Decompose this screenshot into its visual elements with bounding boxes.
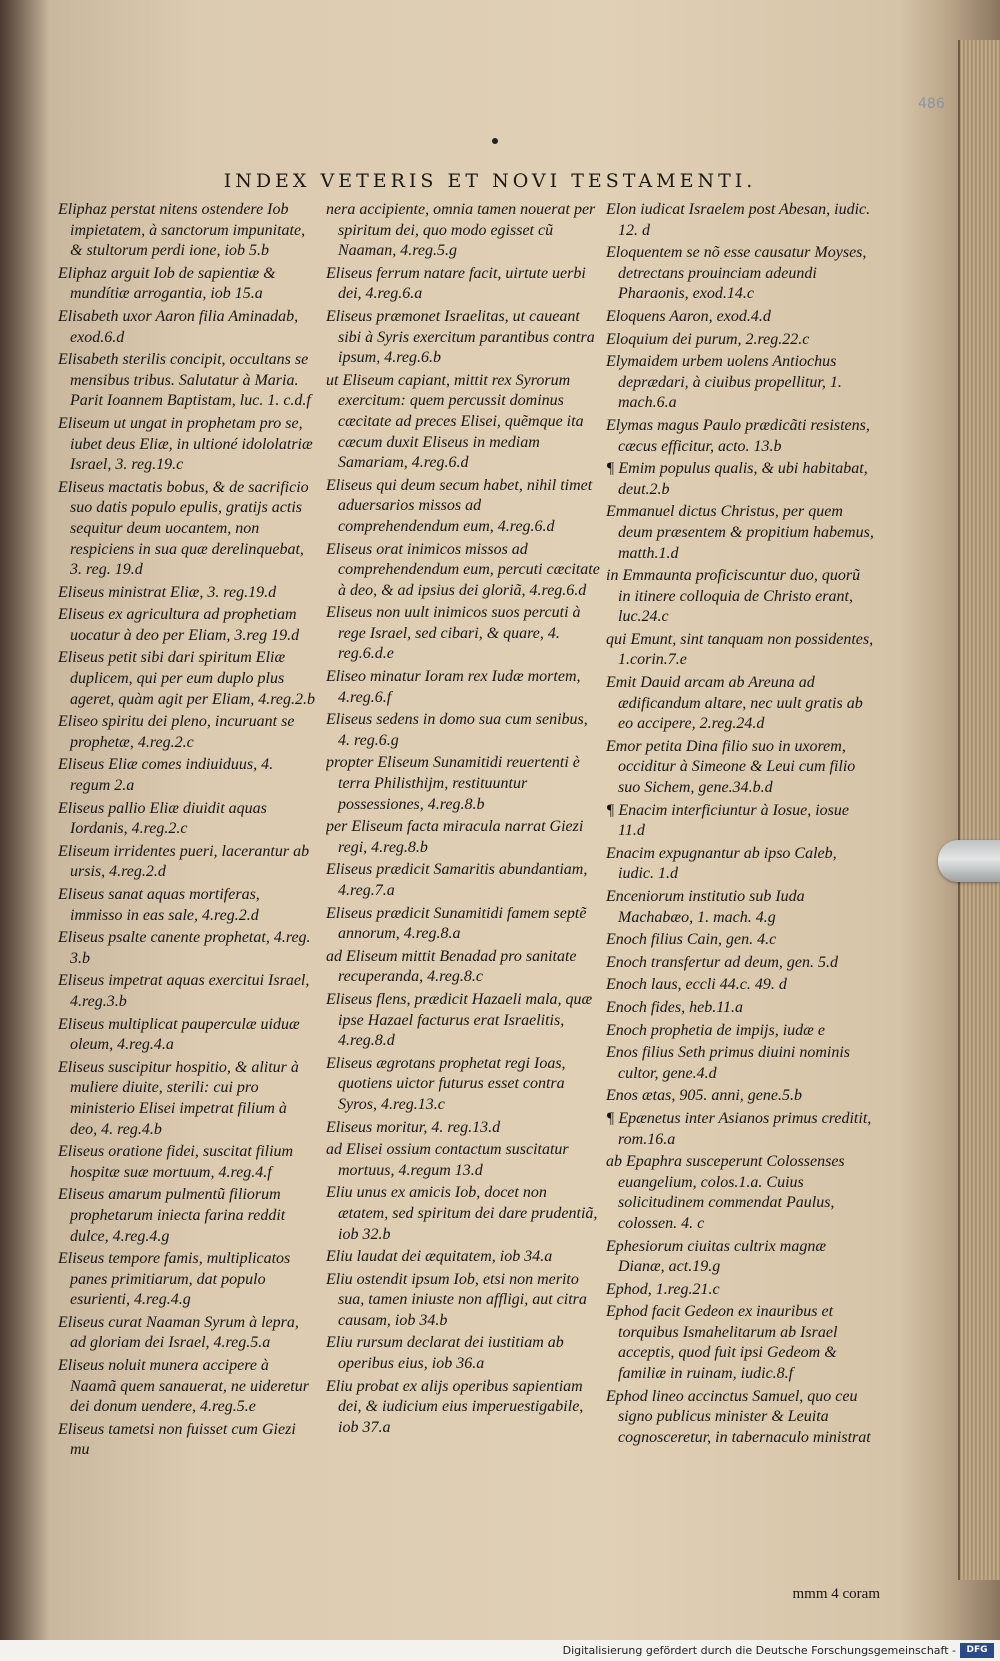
index-entry: Eliseus psalte canente prophetat, 4.reg. 3.b [58,929,311,967]
index-entry: Eliu laudat dei æquitatem, iob 34.a [326,1248,553,1266]
index-entry: ¶ Emim populus qualis, & ubi habitabat, deut.2.b [606,460,868,498]
index-entry: Enceniorum institutio sub Iuda Machabæo, 1. mach. 4.g [606,888,805,926]
dfg-logo: DFG [960,1643,994,1658]
index-entry: ad Eliseum mittit Benadad pro sanitate recuperanda, 4.reg.8.c [326,947,577,986]
index-entry: Eliu unus ex amicis Iob, docet non ætatem, sed spiritum dei dare prudentiã, iob 32.b [326,1184,598,1243]
index-entry: Eliseus ægrotans prophetat regi Ioas, quotiens uictor futurus esset contra Syros, 4.reg.13.c [326,1054,566,1113]
index-entry: qui Emunt, sint tanquam non possidentes, 1.corin.7.e [606,630,874,669]
index-entry: Eliseus ferrum natare facit, uirtute uerbi dei, 4.reg.6.a [326,264,586,303]
index-entry: Eliseus impetrat aquas exercitui Israel, 4.reg.3.b [58,972,310,1010]
index-entry: Elymaidem urbem uolens Antiochus deprædari, à ciuibus propellitur, 1. mach.6.a [606,353,842,412]
index-entry: Emmanuel dictus Christus, per quem deum præsentem & propitium habemus, matth.1.d [606,503,874,562]
index-entry: Eliu ostendit ipsum Iob, etsi non merito sua, tamen iniuste non affligi, aut citra causam, iob 34.b [326,1270,587,1329]
index-entry: Eloquium dei purum, 2.reg.22.c [606,330,810,348]
index-entry: Eliphaz arguit Iob de sapientiæ & mundítiæ arrogantia, iob 15.a [58,264,276,303]
index-entry: Eliseus orat inimicos missos ad comprehendendum eum, percuti cæcitate à deo, & ad ipsius dei gloriã, 4.reg.6.d [326,540,600,599]
index-entry: ¶ Enacim interficiuntur à Iosue, iosue 11.d [606,801,849,840]
digitization-footer [0,1640,1000,1661]
catchword: mmm 4 coram [792,1586,880,1602]
index-entry: Eliseus qui deum secum habet, nihil timet aduersarios missos ad comprehendendum eum, 4.reg.6.d [326,476,593,535]
index-entry: Eliseus multiplicat pauperculæ uiduæ oleum, 4.reg.4.a [58,1015,300,1054]
index-entry: Eloquentem se nõ esse causatur Moyses, detrectans prouinciam adeundi Pharaonis, exod.14.c [606,244,867,303]
index-column-2 [326,200,600,1580]
index-entry: Eliseus non uult inimicos suos percuti à rege Israel, sed cibari, & quare, 4. reg.6.d.e [326,604,581,663]
index-entry: Eliseum ut ungat in prophetam pro se, iubet deus Eliæ, in ultioné idololatriæ Israel, 3. reg.19.c [58,414,313,474]
index-entry: Elon iudicat Israelem post Abesan, iudic. 12. d [606,201,871,239]
index-entry: nera accipiente, omnia tamen nouerat per spiritum dei, quo modo egisset cũ Naaman, 4.reg.5.g [326,201,596,260]
index-entry: Eliseum irridentes pueri, lacerantur ab ursis, 4.reg.2.d [58,842,310,881]
index-entry: Eliseus Eliæ comes indiuiduus, 4. regum 2.a [58,756,274,795]
folio-number: 486 [918,96,945,112]
index-entry: Eliphaz perstat nitens ostendere Iob impietatem, à sanctorum impunitate, & stultorum perdi ione, iob 5.b [58,201,306,260]
index-entry: propter Eliseum Sunamitidi reuertenti è terra Philisthijm, restituuntur possessiones, 4.reg.8.b [326,754,580,813]
index-entry: Eliseus ex agricultura ad prophetiam uocatur à deo per Eliam, 3.reg 19.d [58,606,300,644]
index-column-3 [606,200,876,1580]
index-entry: Eloquens Aaron, exod.4.d [606,307,771,325]
index-entry: Enoch transfertur ad deum, gen. 5.d [606,953,838,971]
index-entry: Elisabeth uxor Aaron filia Aminadab, exod.6.d [58,307,299,346]
index-entry: Enos filius Seth primus diuini nominis cultor, gene.4.d [606,1044,851,1082]
index-entry: Ephod facit Gedeon ex inauribus et torquibus Ismahelitarum ab Israel acceptis, quod fuit ipsi Gedeom & familiæ in ruinam, iudic.8.f [606,1303,838,1383]
index-entry: Eliseus oratione fidei, suscitat filium hospitæ suæ mortuum, 4.reg.4.f [58,1143,294,1181]
index-entry: Eliseus suscipitur hospitio, & alitur à muliere diuite, sterili: cui pro ministerio Elisei impetrat filium à deo, 4. reg.4.b [58,1058,299,1138]
index-entry: Eliseus ministrat Eliæ, 3. reg.19.d [58,583,277,601]
index-entry: Eliseus petit sibi dari spiritum Eliæ duplicem, qui per eum duplo plus ageret, quàm agit per Eliam, 4.reg.2.b [58,649,316,708]
page-clip [938,840,1000,882]
index-entry: Enoch prophetia de impijs, iudæ e [606,1021,825,1039]
index-entry: Eliseus sedens in domo sua cum senibus, 4. reg.6.g [326,711,588,749]
index-entry: Eliu probat ex alijs operibus sapientiam dei, & iudicium eius imperuestigabile, iob 37.a [326,1377,584,1436]
index-entry: Enoch filius Cain, gen. 4.c [606,931,777,949]
index-entry: Eliseus amarum pulmentũ filiorum prophetarum iniecta farina reddit dulce, 4.reg.4.g [58,1186,286,1245]
index-entry: Eliseus curat Naaman Syrum à lepra, ad gloriam dei Israel, 4.reg.5.a [58,1313,299,1352]
index-entry: Eliseus flens, prædicit Hazaeli mala, quæ ipse Hazael facturus erat Israelitis, 4.reg.8.d [326,990,593,1050]
index-entry: Eliseus præmonet Israelitas, ut caueant sibi à Syris exercitum parantibus contra ipsum, 4.reg.6.b [326,307,595,367]
index-entry: Enoch fides, heb.11.a [606,998,744,1016]
index-entry: Eliseus sanat aquas mortiferas, immisso in eas sale, 4.reg.2.d [58,886,260,924]
running-header: INDEX VETERIS ET NOVI TESTAMENTI. [223,170,757,192]
index-entry: Elisabeth sterilis concipit, occultans se mensibus tribus. Salutatur à Maria. Parit Ioannem Baptistam, luc. 1. c.d.f [58,351,311,410]
index-entry: Eliseo minatur Ioram rex Iudæ mortem, 4.reg.6.f [326,668,581,706]
index-entry: Eliseo spiritu dei pleno, incuruant se prophetæ, 4.reg.2.c [58,713,295,751]
index-entry: Enos ætas, 905. anni, gene.5.b [606,1087,802,1105]
index-entry: ad Elisei ossium contactum suscitatur mortuus, 4.regum 13.d [326,1141,569,1179]
index-entry: Eliseus prædicit Samaritis abundantiam, 4.reg.7.a [326,861,588,899]
footer-text: Digitalisierung gefördert durch die Deutsche Forschungsgemeinschaft - [562,1644,956,1657]
index-entry: Emor petita Dina filio suo in uxorem, occiditur à Simeone & Leui cum filio suo Sichem, gene.34.b.d [606,737,856,797]
index-entry: ¶ Epænetus inter Asianos primus creditit, rom.16.a [606,1109,872,1148]
index-entry: Eliseus tempore famis, multiplicatos panes primitiarum, dat populo esurienti, 4.reg.4.g [58,1250,291,1309]
index-entry: in Emmaunta proficiscuntur duo, quorũ in itinere colloquia de Christo erant, luc.24.c [606,567,861,626]
index-entry: Eliu rursum declarat dei iustitiam ab operibus eius, iob 36.a [326,1334,564,1373]
index-entry: Eliseus tametsi non fuisset cum Giezi mu [58,1420,296,1459]
index-entry: Eliseus noluit munera accipere à Naamã quem sanauerat, ne uideretur dei donum uendere, 4.reg.5.e [58,1357,309,1416]
index-entry: Ephod lineo accinctus Samuel, quo ceu signo publicus minister & Leuita cognosceretur, in tabernaculo ministrat [606,1387,871,1446]
header-dot [492,138,498,144]
index-entry: Eliseus mactatis bobus, & de sacrificio suo datis populo epulis, gratijs actis sequitur deum uocantem, non respiciens in sua quæ derelinquebat, 3. reg. 19.d [58,478,309,579]
index-entry: Enacim expugnantur ab ipso Caleb, iudic. 1.d [606,844,837,883]
index-entry: Ephesiorum ciuitas cultrix magnæ Dianæ, act.19.g [606,1237,826,1276]
index-entry: Elymas magus Paulo prædicãti resistens, cæcus efficitur, acto. 13.b [606,416,870,455]
page-edges [958,40,1000,1580]
index-entry: Eliseus prædicit Sunamitidi famem septẽ annorum, 4.reg.8.a [326,904,587,943]
index-entry: Eliseus moritur, 4. reg.13.d [326,1118,501,1136]
index-entry: Eliseus pallio Eliæ diuidit aquas Iordanis, 4.reg.2.c [58,799,267,838]
index-entry: Ephod, 1.reg.21.c [606,1280,720,1298]
index-entry: ut Eliseum capiant, mittit rex Syrorum exercitum: quem percussit dominus cæcitate ad preces Elisei, quẽmque ita cæcum duxit Eliseus in mediam Samariam, 4.reg.6.d [326,371,584,472]
index-column-1 [58,200,316,1580]
index-entry: per Eliseum facta miracula narrat Giezi regi, 4.reg.8.b [326,818,584,856]
index-entry: ab Epaphra susceperunt Colossenses euangelium, colos.1.a. Cuius solicitudinem commendat Paulus, colossen. 4. c [606,1153,845,1232]
index-entry: Emit Dauid arcam ab Areuna ad ædificandum altare, nec uult gratis ab eo accipere, 2.reg.24.d [606,674,863,733]
index-entry: Enoch laus, eccli 44.c. 49. d [606,976,787,994]
